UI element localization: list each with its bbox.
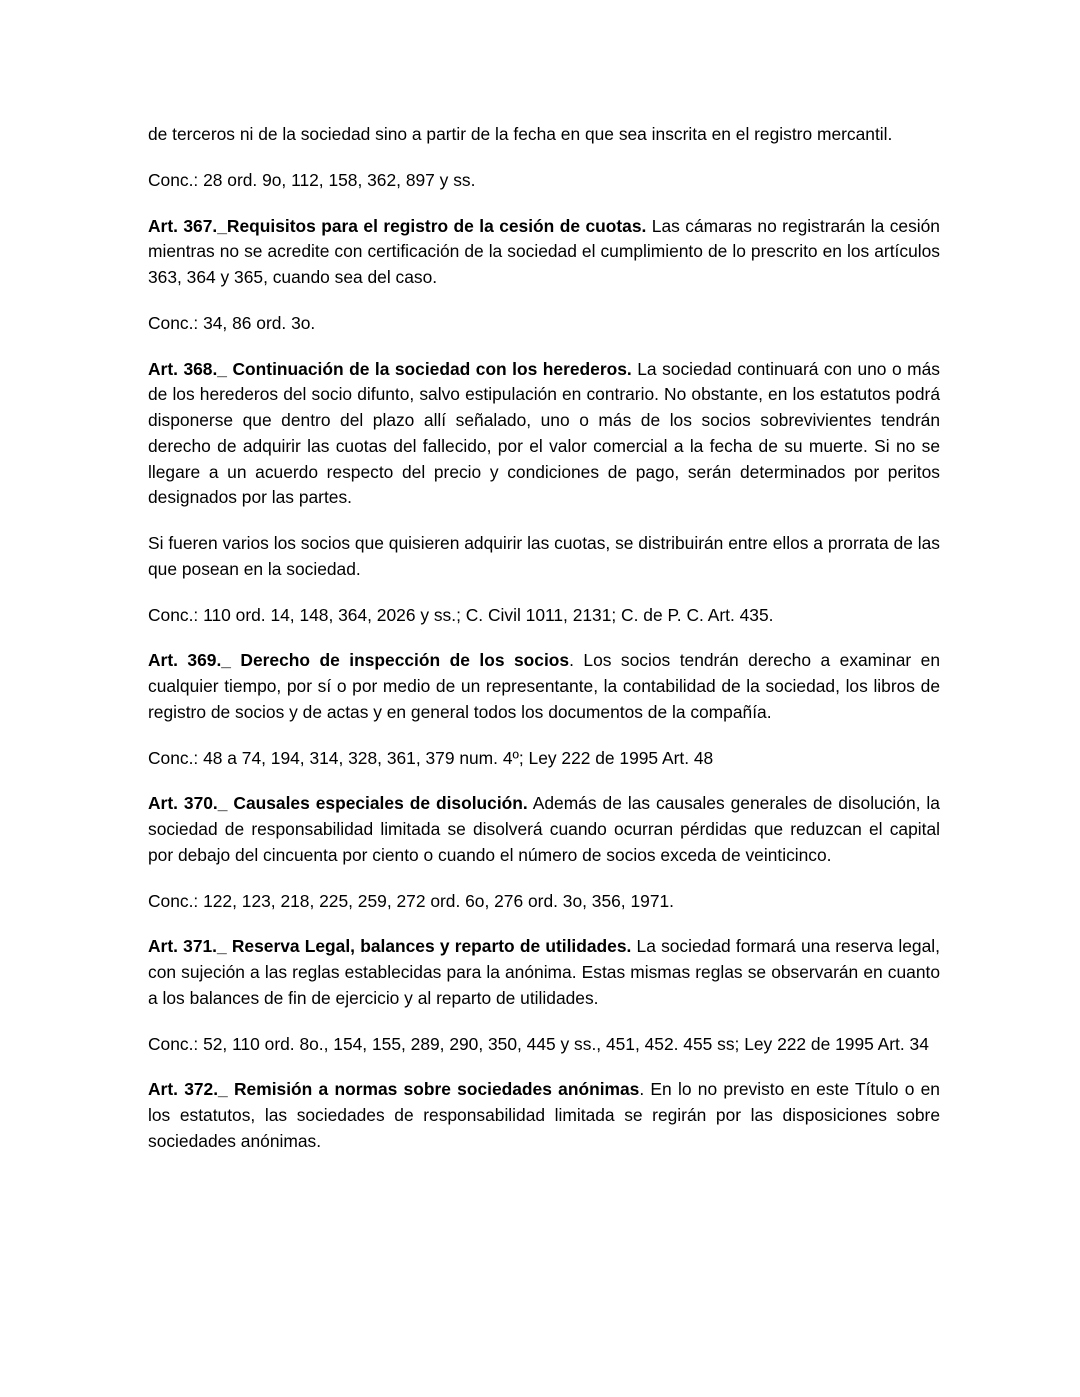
- article-368-title: Continuación de la sociedad con los herederos.: [226, 358, 632, 379]
- concordance-368: Conc.: 110 ord. 14, 148, 364, 2026 y ss.; C. Civil 1011, 2131; C. de P. C. Art. 435.: [148, 604, 774, 625]
- concordance-370: Conc.: 122, 123, 218, 225, 259, 272 ord. 6o, 276 ord. 3o, 356, 1971.: [148, 890, 674, 911]
- concordance-369: Conc.: 48 a 74, 194, 314, 328, 361, 379 num. 4º; Ley 222 de 1995 Art. 48: [148, 747, 714, 768]
- article-367: [148, 214, 940, 291]
- article-368-number: Art. 368._: [148, 358, 227, 379]
- article-370-number: Art. 370._: [148, 793, 228, 814]
- paragraph-continuation: de terceros ni de la sociedad sino a partir de la fecha en que sea inscrita en el registro mercantil.: [148, 124, 893, 144]
- article-371-number: Art. 371._: [148, 936, 227, 957]
- article-371-title: Reserva Legal, balances y reparto de utilidades.: [226, 936, 632, 957]
- article-368-body: La sociedad continuará con uno o más de los herederos del socio difunto, salvo estipulación en contrario. No obstante, en los estatutos podrá disponerse que dentro del plazo allí señalado, uno o más de los socios sobrevivientes tendrán derecho de adquirir las cuotas del fallecido, por el valor comercial a la fecha de su muerte. Si no se llegare a un acuerdo respecto del precio y condiciones de pago, serán determinados por peritos designados por las partes.: [148, 358, 941, 508]
- article-372: [148, 1077, 940, 1154]
- concordance-371: Conc.: 52, 110 ord. 8o., 154, 155, 289, 290, 350, 445 y ss., 451, 452. 455 ss; Ley 222 de 1995 Art. 34: [148, 1033, 929, 1054]
- article-372-number: Art. 372._: [148, 1079, 228, 1100]
- article-369: [148, 648, 940, 725]
- concordance-366: Conc.: 28 ord. 9o, 112, 158, 362, 897 y ss.: [148, 169, 476, 190]
- article-370-body: Además de las causales generales de disolución, la sociedad de responsabilidad limitada se disolverá cuando ocurran pérdidas que reduzcan el capital por debajo del cincuenta por ciento o cuando el número de socios exceda de veinticinco.: [148, 793, 940, 865]
- article-368-second-inciso: Si fueren varios los socios que quisieren adquirir las cuotas, se distribuirán entre ellos a prorrata de las que posean en la sociedad.: [148, 533, 940, 579]
- article-368: [148, 357, 940, 512]
- article-367-body: Las cámaras no registrarán la cesión mientras no se acredite con certificación de la sociedad el cumplimiento de lo prescrito en los artículos 363, 364 y 365, cuando sea del caso.: [148, 215, 940, 287]
- article-367-number: Art. 367._: [148, 215, 227, 236]
- concordance-367: Conc.: 34, 86 ord. 3o.: [148, 312, 316, 333]
- article-371: [148, 934, 940, 1011]
- article-371-body: La sociedad formará una reserva legal, con sujeción a las reglas establecidas para la anónima. Estas mismas reglas se observarán en cuanto a los balances de fin de ejercicio y al reparto de utilidades.: [148, 936, 940, 1008]
- article-372-body: . En lo no previsto en este Título o en los estatutos, las sociedades de responsabilidad limitada se regirán por las disposiciones sobre sociedades anónimas.: [148, 1079, 940, 1151]
- article-372-title: Remisión a normas sobre sociedades anónimas: [227, 1079, 640, 1100]
- article-370: [148, 791, 940, 868]
- article-370-title: Causales especiales de disolución.: [227, 793, 528, 814]
- article-369-number: Art. 369._: [148, 650, 231, 671]
- article-369-body: . Los socios tendrán derecho a examinar en cualquier tiempo, por sí o por medio de un representante, la contabilidad de la sociedad, los libros de registro de socios y de actas y en general todos los documentos de la compañía.: [148, 650, 940, 722]
- article-367-title: Requisitos para el registro de la cesión de cuotas.: [226, 215, 647, 236]
- article-369-title: Derecho de inspección de los socios: [230, 650, 570, 671]
